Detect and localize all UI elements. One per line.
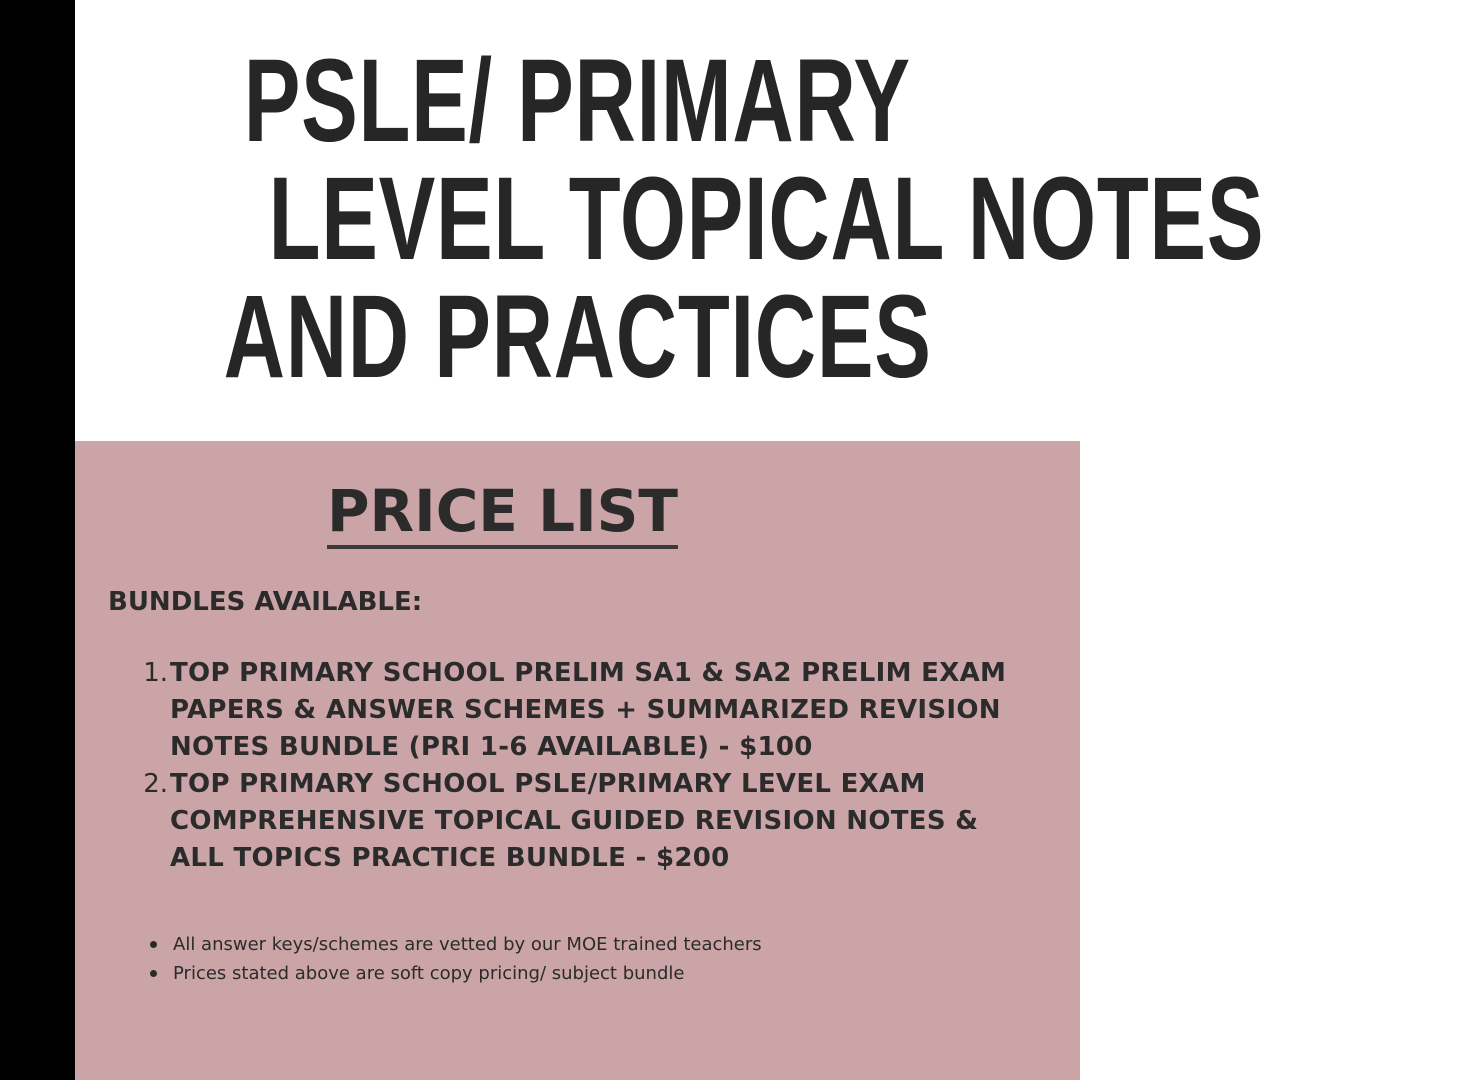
list-item bbox=[130, 655, 1030, 766]
bundles-heading: BUNDLES AVAILABLE: bbox=[108, 587, 423, 617]
note-text: All answer keys/schemes are vetted by our MOE trained teachers bbox=[173, 934, 762, 955]
bundle-number: 2. bbox=[143, 769, 168, 799]
page-title bbox=[75, 35, 1265, 403]
list-item bbox=[150, 959, 762, 988]
list-item bbox=[130, 766, 1030, 877]
bundle-list bbox=[130, 655, 1030, 877]
list-item bbox=[150, 930, 762, 959]
bullet-icon bbox=[150, 941, 157, 948]
price-list-heading bbox=[0, 478, 1005, 544]
bundle-description: TOP PRIMARY SCHOOL PSLE/PRIMARY LEVEL EXAM COMPREHENSIVE TOPICAL GUIDED REVISION NOTES & ALL TOPICS PRACTICE BUNDLE - $200 bbox=[170, 769, 979, 873]
bundle-description: TOP PRIMARY SCHOOL PRELIM SA1 & SA2 PRELIM EXAM PAPERS & ANSWER SCHEMES + SUMMARIZED REVISION NOTES BUNDLE (PRI 1-6 AVAILABLE) - $100 bbox=[170, 658, 1007, 762]
header-section bbox=[75, 0, 1265, 441]
title-line-1: PSLE/ PRIMARY bbox=[243, 35, 912, 167]
price-list-title: PRICE LIST bbox=[327, 477, 678, 549]
title-line-2: LEVEL TOPICAL NOTES bbox=[268, 153, 1265, 285]
note-text: Prices stated above are soft copy pricing/ subject bundle bbox=[173, 963, 685, 984]
bullet-icon bbox=[150, 970, 157, 977]
bundle-number: 1. bbox=[143, 658, 168, 688]
notes-list bbox=[150, 930, 762, 988]
title-line-3: AND PRACTICES bbox=[223, 271, 932, 403]
